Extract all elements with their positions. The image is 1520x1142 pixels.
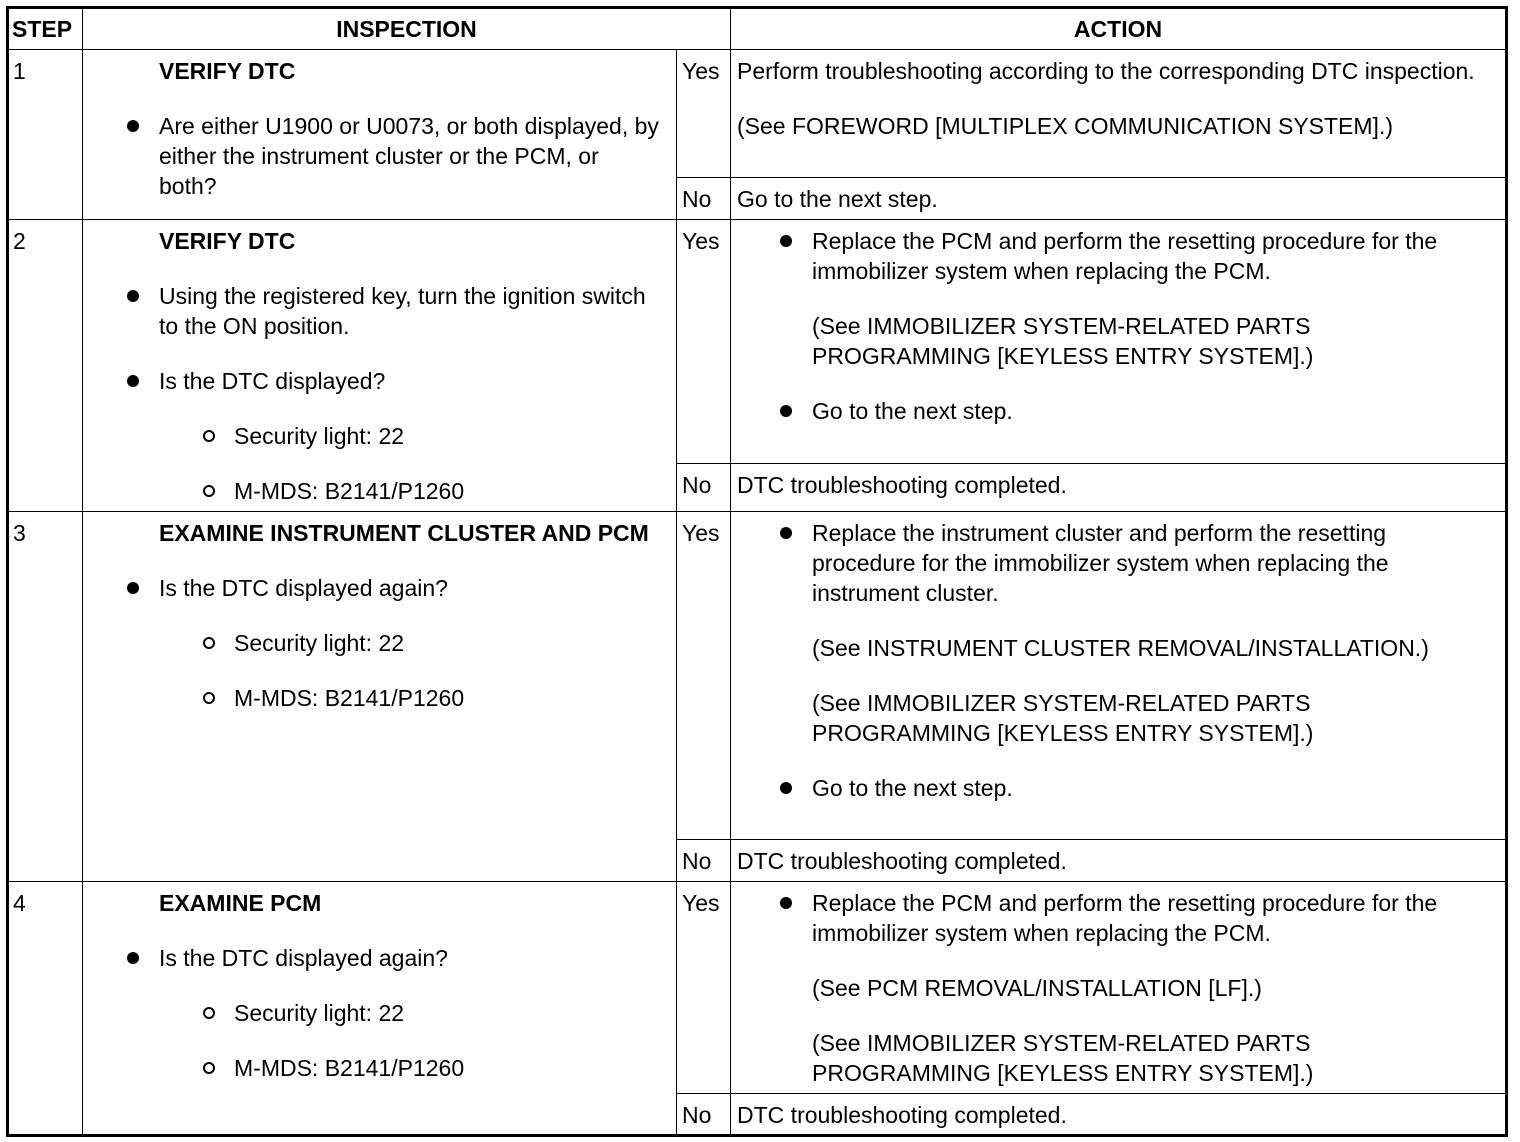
- action-yes-cell: [731, 50, 1507, 178]
- inspection-bullet: Are either U1900 or U0073, or both displayed, by either the instrument cluster or the PCM, or both?: [159, 111, 662, 201]
- step-title: EXAMINE INSTRUMENT CLUSTER AND PCM: [159, 520, 649, 546]
- action-bullet: Replace the PCM and perform the resetting procedure for the immobilizer system when replacing the PCM.: [812, 226, 1493, 286]
- inspection-cell: [83, 512, 677, 882]
- action-reference: (See IMMOBILIZER SYSTEM-RELATED PARTS PROGRAMMING [KEYLESS ENTRY SYSTEM].): [812, 690, 1314, 746]
- action-no-cell: Go to the next step.: [731, 178, 1507, 220]
- action-bullet: Go to the next step.: [812, 396, 1493, 426]
- step-title: VERIFY DTC: [159, 228, 296, 254]
- header-row: [8, 8, 1507, 50]
- action-bullet: Replace the instrument cluster and perform the resetting procedure for the immobilizer system when replacing the instrument cluster.: [812, 518, 1493, 608]
- inspection-cell: [83, 220, 677, 512]
- inspection-bullet: Is the DTC displayed?: [159, 366, 662, 396]
- step-number: 4: [8, 882, 83, 1136]
- inspection-bullet: Is the DTC displayed again?: [159, 573, 662, 603]
- header-inspection: INSPECTION: [83, 8, 731, 50]
- step-4-yes-row: [8, 882, 1507, 1094]
- inspection-cell: [83, 882, 677, 1136]
- inspection-bullet: Is the DTC displayed again?: [159, 943, 662, 973]
- step-number: 2: [8, 220, 83, 512]
- inspection-subbullet: Security light: 22: [234, 421, 662, 451]
- no-label: No: [677, 464, 731, 512]
- header-step: STEP: [8, 8, 83, 50]
- action-reference: (See PCM REMOVAL/INSTALLATION [LF].): [812, 975, 1262, 1001]
- step-title: EXAMINE PCM: [159, 890, 322, 916]
- action-bullet: Replace the PCM and perform the resetting procedure for the immobilizer system when replacing the PCM.: [812, 888, 1493, 948]
- step-1-yes-row: [8, 50, 1507, 178]
- inspection-subbullet: M-MDS: B2141/P1260: [234, 1053, 662, 1083]
- action-reference: (See IMMOBILIZER SYSTEM-RELATED PARTS PROGRAMMING [KEYLESS ENTRY SYSTEM].): [812, 313, 1314, 369]
- yes-label: Yes: [677, 882, 731, 1094]
- yes-label: Yes: [677, 50, 731, 178]
- action-yes-cell: [731, 220, 1507, 464]
- inspection-bullet: Using the registered key, turn the ignition switch to the ON position.: [159, 281, 662, 341]
- action-bullet: Go to the next step.: [812, 773, 1493, 803]
- inspection-subbullet: M-MDS: B2141/P1260: [234, 476, 662, 506]
- step-number: 1: [8, 50, 83, 220]
- step-number: 3: [8, 512, 83, 882]
- action-yes-cell: [731, 512, 1507, 840]
- step-2-yes-row: [8, 220, 1507, 464]
- no-label: No: [677, 840, 731, 882]
- action-no-cell: DTC troubleshooting completed.: [731, 464, 1507, 512]
- no-label: No: [677, 178, 731, 220]
- yes-label: Yes: [677, 220, 731, 464]
- header-action: ACTION: [731, 8, 1507, 50]
- troubleshooting-table: [6, 6, 1508, 1137]
- step-3-yes-row: [8, 512, 1507, 840]
- action-reference: (See INSTRUMENT CLUSTER REMOVAL/INSTALLATION.): [812, 635, 1429, 661]
- inspection-subbullet: M-MDS: B2141/P1260: [234, 683, 662, 713]
- yes-label: Yes: [677, 512, 731, 840]
- inspection-subbullet: Security light: 22: [234, 628, 662, 658]
- step-title: VERIFY DTC: [159, 58, 296, 84]
- action-no-cell: DTC troubleshooting completed.: [731, 840, 1507, 882]
- inspection-subbullet: Security light: 22: [234, 998, 662, 1028]
- no-label: No: [677, 1094, 731, 1136]
- action-text: Perform troubleshooting according to the corresponding DTC inspection.: [737, 58, 1475, 84]
- action-reference: (See FOREWORD [MULTIPLEX COMMUNICATION SYSTEM].): [737, 113, 1393, 139]
- action-no-cell: DTC troubleshooting completed.: [731, 1094, 1507, 1136]
- action-reference: (See IMMOBILIZER SYSTEM-RELATED PARTS PROGRAMMING [KEYLESS ENTRY SYSTEM].): [812, 1030, 1314, 1086]
- inspection-cell: [83, 50, 677, 220]
- action-yes-cell: [731, 882, 1507, 1094]
